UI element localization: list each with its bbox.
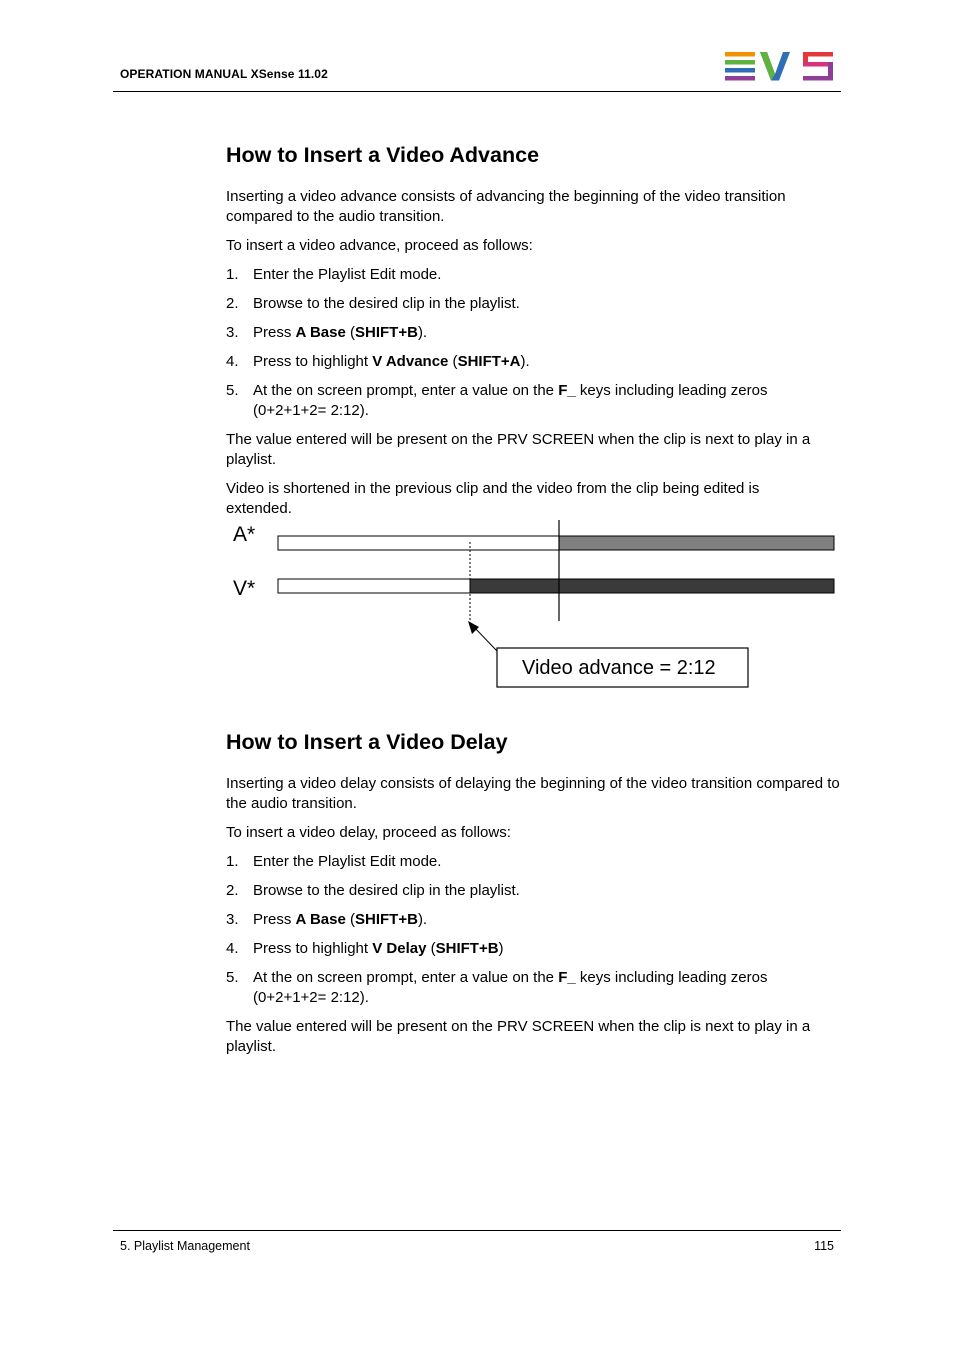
intro-paragraph bbox=[226, 774, 842, 814]
section-title-video-delay: How to Insert a Video Delay bbox=[226, 730, 508, 754]
result-paragraph bbox=[226, 1017, 842, 1057]
callout-arrow-head bbox=[468, 621, 479, 634]
lead-paragraph bbox=[226, 236, 842, 256]
video-track-next bbox=[470, 579, 834, 593]
section-title-video-advance: How to Insert a Video Advance bbox=[226, 143, 540, 167]
section-video-advance bbox=[226, 142, 842, 168]
manual-title: OPERATION MANUAL XSense 11.02 bbox=[120, 67, 328, 81]
callout-pointer bbox=[473, 626, 497, 651]
video-advance-diagram bbox=[226, 518, 842, 693]
lead-text: To insert a video advance, proceed as follows: bbox=[226, 237, 533, 254]
audio-track-label: A* bbox=[233, 523, 256, 546]
intro-text: Inserting a video advance consists of advancing the beginning of the video transition compared to the audio transition. bbox=[226, 188, 786, 225]
evs-logo bbox=[725, 52, 835, 82]
intro-text: Inserting a video delay consists of delaying the beginning of the video transition compared to the audio transition. bbox=[226, 775, 840, 812]
lead-text: To insert a video delay, proceed as follows: bbox=[226, 824, 511, 841]
intro-paragraph bbox=[226, 187, 842, 227]
video-track-previous bbox=[278, 579, 470, 593]
effect-text: Video is shortened in the previous clip and the video from the clip being edited is extended. bbox=[226, 480, 760, 517]
chapter-name: 5. Playlist Management bbox=[120, 1239, 250, 1253]
lead-paragraph bbox=[226, 823, 842, 843]
callout-text: Video advance = 2:12 bbox=[522, 657, 716, 679]
result-paragraph bbox=[226, 430, 842, 470]
page-number: 115 bbox=[814, 1239, 834, 1253]
page-header bbox=[113, 44, 841, 92]
audio-track-previous bbox=[278, 536, 559, 550]
section-video-delay bbox=[226, 729, 842, 755]
page-footer bbox=[113, 1230, 841, 1253]
effect-paragraph bbox=[226, 479, 842, 519]
result-text: The value entered will be present on the PRV SCREEN when the clip is next to play in a playlist. bbox=[226, 1018, 811, 1055]
video-track-label: V* bbox=[233, 577, 256, 600]
result-text: The value entered will be present on the PRV SCREEN when the clip is next to play in a playlist. bbox=[226, 431, 811, 468]
audio-track-next bbox=[559, 536, 834, 550]
